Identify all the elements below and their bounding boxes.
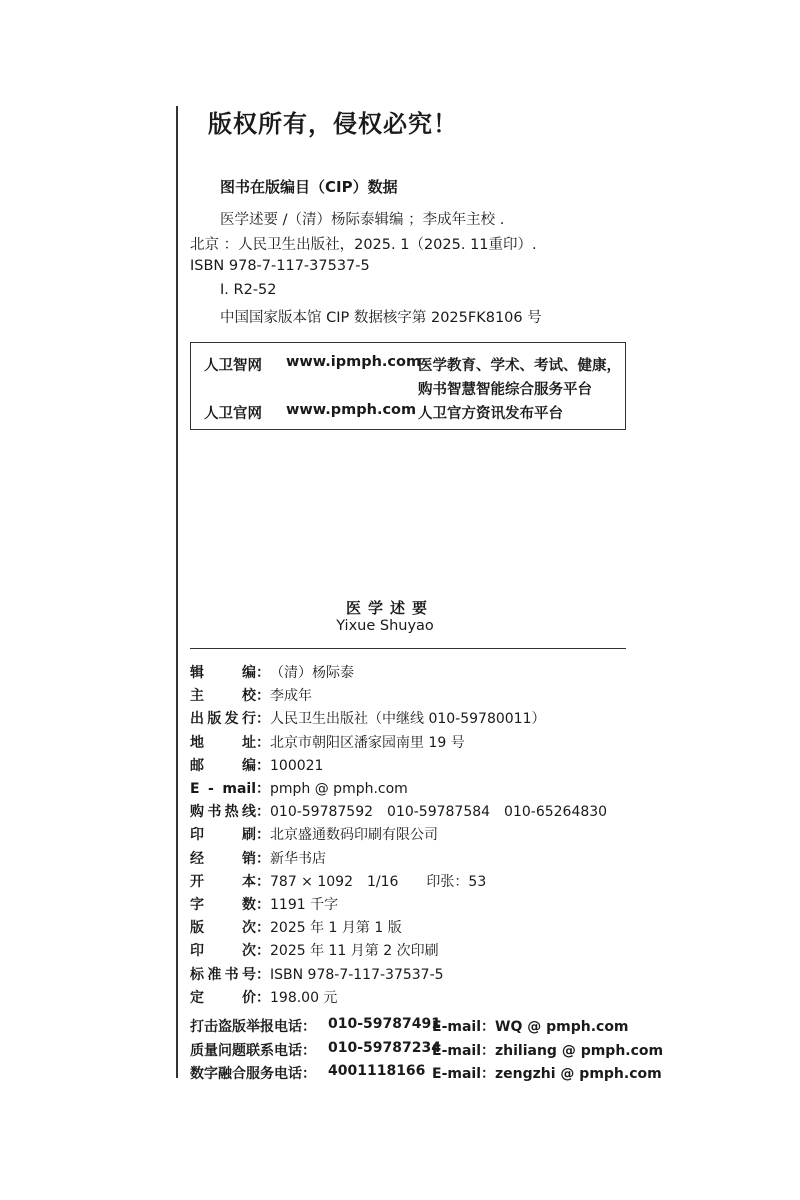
colophon-value: 1191 千字	[270, 897, 339, 913]
colophon-row	[190, 685, 312, 705]
cip-heading: 图书在版编目（CIP）数据	[220, 178, 398, 196]
platform-name-ipmph: 人卫智网	[204, 358, 262, 374]
colophon-colon: ：	[256, 734, 270, 751]
colophon-label: 购书热线	[190, 804, 256, 821]
colophon-value: 2025 年 1 月第 1 版	[270, 920, 402, 937]
colophon-colon: ：	[256, 827, 270, 844]
book-title	[0, 597, 800, 618]
platform-url-pmph[interactable]: www.pmph.com	[286, 402, 417, 418]
colophon-value: pmph @ pmph.com	[270, 781, 408, 797]
contact-label: 打击盗版举报电话：	[190, 1019, 316, 1035]
left-vertical-rule	[176, 106, 178, 1078]
colophon-colon: ：	[256, 688, 270, 705]
contact-label: 质量问题联系电话：	[190, 1042, 316, 1059]
colophon-label: 地 址	[190, 734, 256, 751]
colophon-value: 北京市朝阳区潘家园南里 19 号	[270, 734, 465, 751]
colophon-row	[190, 778, 408, 798]
cip-line-publisher: 北京 ：人民卫生出版社，2025. 1（2025. 11重印）.	[190, 237, 537, 253]
colophon-row	[190, 987, 337, 1007]
cip-line-isbn: ISBN 978-7-117-37537-5	[190, 258, 370, 274]
contact-label: 数字融合服务电话：	[190, 1066, 316, 1082]
colophon-value: 人民卫生出版社（中继线 010-59780011）	[270, 711, 546, 728]
colophon-label: 开 本	[190, 873, 256, 890]
colophon-row	[190, 824, 438, 844]
colophon-colon: ：	[256, 665, 270, 681]
colophon-rule	[190, 648, 626, 649]
contact-email[interactable]: E-mail：zengzhi @ pmph.com	[432, 1066, 662, 1082]
colophon-colon: ：	[256, 966, 270, 983]
contact-phone: 010-59787234	[328, 1039, 441, 1056]
colophon-value: 100021	[270, 757, 324, 774]
cip-line-classification: Ⅰ. R2-52	[220, 282, 277, 298]
colophon-row	[190, 871, 486, 891]
colophon-label: 经 销	[190, 850, 256, 867]
colophon-colon: ：	[256, 781, 270, 797]
book-pinyin: Yixue Shuyao	[336, 618, 434, 634]
colophon-colon: ：	[256, 850, 270, 867]
colophon-label: E - mail	[190, 781, 256, 797]
colophon-row	[190, 708, 545, 728]
colophon-value: 010-59787592 010-59787584 010-65264830	[270, 804, 608, 821]
colophon-row	[190, 964, 444, 984]
colophon-label: 标准书号	[190, 966, 256, 983]
colophon-label: 辑 编	[190, 665, 256, 681]
colophon-value: 198.00 元	[270, 989, 338, 1006]
colophon-value: ISBN 978-7-117-37537-5	[270, 966, 444, 983]
contact-phone: 4001118166	[328, 1063, 426, 1079]
platform-url-ipmph[interactable]: www.ipmph.com	[286, 354, 422, 370]
colophon-value: 李成年	[270, 688, 312, 705]
contact-email[interactable]: E-mail：WQ @ pmph.com	[432, 1019, 629, 1035]
colophon-colon: ：	[256, 943, 270, 960]
colophon-value: 新华书店	[270, 850, 326, 867]
colophon-row	[190, 917, 402, 937]
colophon-colon: ：	[256, 989, 270, 1006]
colophon-value: 787 × 1092 1/16 印张：53	[270, 873, 487, 890]
colophon-row	[190, 662, 354, 682]
colophon-row	[190, 848, 326, 868]
cip-line-title: 医学述要 /（清）杨际泰辑编 ；李成年主校 .	[220, 212, 505, 228]
colophon-label: 出版发行	[190, 711, 256, 728]
copyright-notice: 版权所有，侵权必究！	[208, 110, 458, 138]
contact-phone: 010-59787491	[328, 1016, 441, 1032]
colophon-label: 邮 编	[190, 757, 256, 774]
colophon-label: 印 刷	[190, 827, 256, 844]
platform-name-pmph: 人卫官网	[204, 406, 262, 422]
platform-desc-ipmph-2: 购书智慧智能综合服务平台	[418, 382, 592, 398]
colophon-label: 字 数	[190, 897, 256, 913]
colophon-label: 定 价	[190, 989, 256, 1006]
colophon-row	[190, 801, 607, 821]
colophon-row	[190, 894, 338, 914]
book-title-text: 医学述要	[345, 599, 434, 617]
colophon-label: 主 校	[190, 688, 256, 705]
platform-desc-pmph: 人卫官方资讯发布平台	[418, 406, 563, 422]
colophon-colon: ：	[256, 920, 270, 937]
colophon-row	[190, 755, 323, 775]
colophon-label: 版 次	[190, 920, 256, 937]
colophon-colon: ：	[256, 804, 270, 821]
colophon-value: 2025 年 11 月第 2 次印刷	[270, 943, 439, 960]
colophon-label: 印 次	[190, 943, 256, 960]
colophon-value: （清）杨际泰	[270, 665, 354, 681]
colophon-value: 北京盛通数码印刷有限公司	[270, 827, 438, 844]
colophon-colon: ：	[256, 757, 270, 774]
contact-email[interactable]: E-mail：zhiliang @ pmph.com	[432, 1042, 664, 1059]
colophon-colon: ：	[256, 873, 270, 890]
colophon-row	[190, 940, 439, 960]
platform-desc-ipmph-1: 医学教育、学术、考试、健康，	[418, 358, 621, 374]
colophon-colon: ：	[256, 897, 270, 913]
colophon-row	[190, 732, 465, 752]
colophon-colon: ：	[256, 711, 270, 728]
cip-line-record-number: 中国国家版本馆 CIP 数据核字第 2025FK8106 号	[220, 310, 542, 326]
